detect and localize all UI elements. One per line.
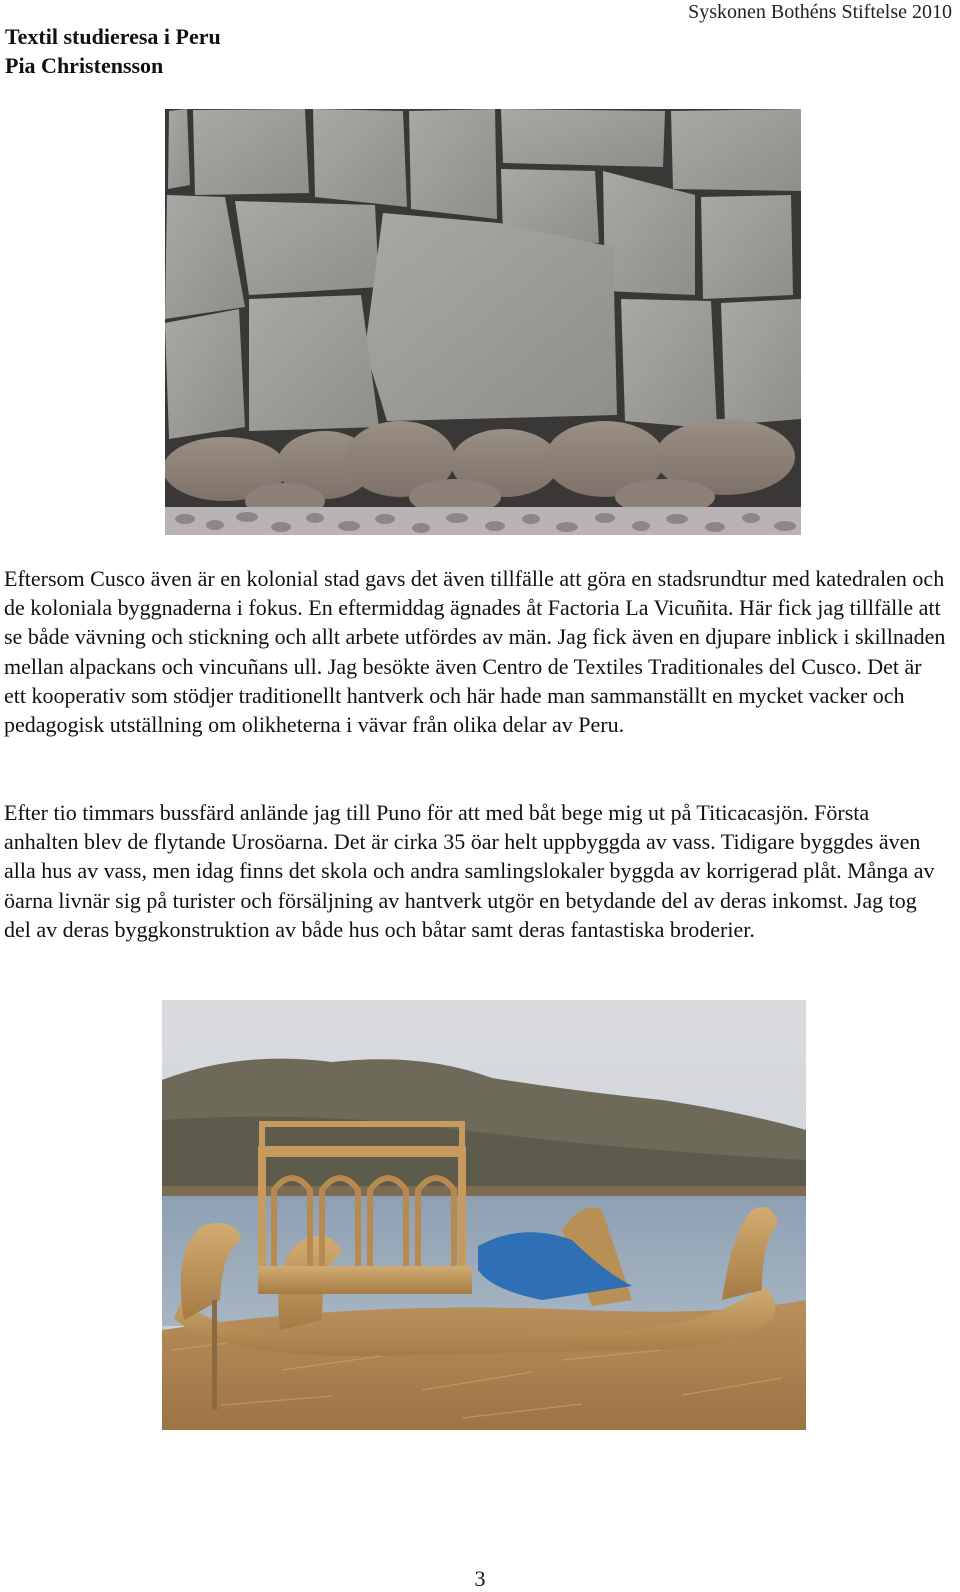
document-title [5, 22, 221, 80]
document-author: Pia Christensson [5, 53, 164, 78]
document-title-line-1: Textil studieresa i Peru [5, 24, 221, 49]
paragraph-cusco: Eftersom Cusco även är en kolonial stad gavs det även tillfälle att göra en stadsrundtur med katedralen och de koloniala byggnaderna i fokus. En eftermiddag ägnades åt Factoria La Vicuñita. Här fick jag tillfälle att se både vävning och stickning och allt arbete utfördes av män. Jag fick även en djupare inblick i skillnaden mellan alpackans och vincuñans ull. Jag besökte även Centro de Textiles Traditionales del Cusco. Det är ett kooperativ som stödjer traditionellt hantverk och här hade man sammanställt en mycket vacker och pedagogisk utställning om olikheterna i vävar från olika delar av Peru. [4, 566, 946, 738]
inca-stone-wall-photo [165, 109, 801, 535]
reed-boat-photo [162, 1000, 806, 1430]
paragraph-puno: Efter tio timmars bussfärd anlände jag till Puno för att med båt bege mig ut på Titicacasjön. Första anhalten blev de flytande Urosöarna. Det är cirka 35 öar helt uppbyggda av vass. Tidigare byggdes även alla hus av vass, men idag finns det skola och andra samlingslokaler byggda av korrigerad plåt. Många av öarna livnär sig på turister och försäljning av hantverk utgör en betydande del av deras inkomst. Jag tog del av deras byggkonstruktion av både hus och båtar samt deras fantastiska broderier. [4, 800, 935, 942]
header-organization: Syskonen Bothéns Stiftelse 2010 [688, 1, 952, 23]
page-number: 3 [474, 1566, 486, 1591]
